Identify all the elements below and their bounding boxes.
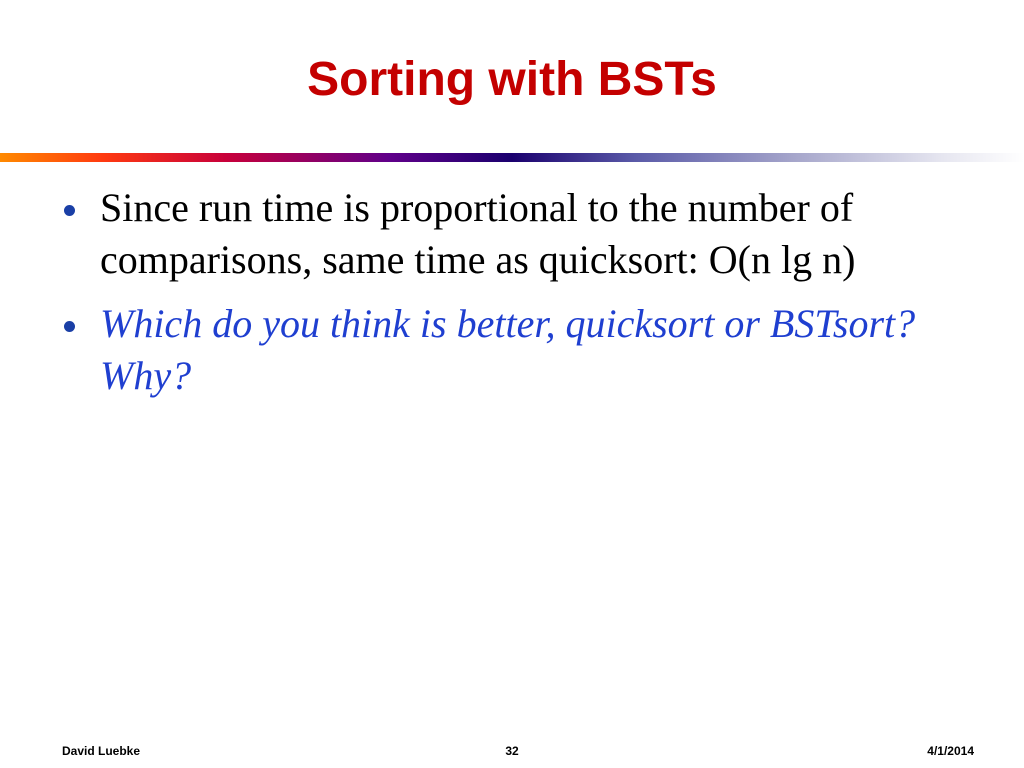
bullet-item	[62, 298, 982, 402]
bullet-question-text: Which do you think is better, quicksort or BSTsort? Why?	[100, 301, 916, 398]
slide-title: Sorting with BSTs	[307, 53, 717, 106]
bullet-list	[62, 182, 982, 414]
footer-date: 4/1/2014	[927, 744, 974, 758]
footer-page-number: 32	[505, 744, 519, 758]
bullet-dot-icon	[64, 205, 75, 216]
footer-author: David Luebke	[62, 744, 141, 758]
bullet-item	[62, 182, 982, 286]
title-divider-gradient	[0, 153, 1024, 162]
bullet-dot-icon	[64, 321, 75, 332]
bullet-text: Since run time is proportional to the number of comparisons, same time as quicksort: O(n lg n)	[100, 185, 856, 282]
